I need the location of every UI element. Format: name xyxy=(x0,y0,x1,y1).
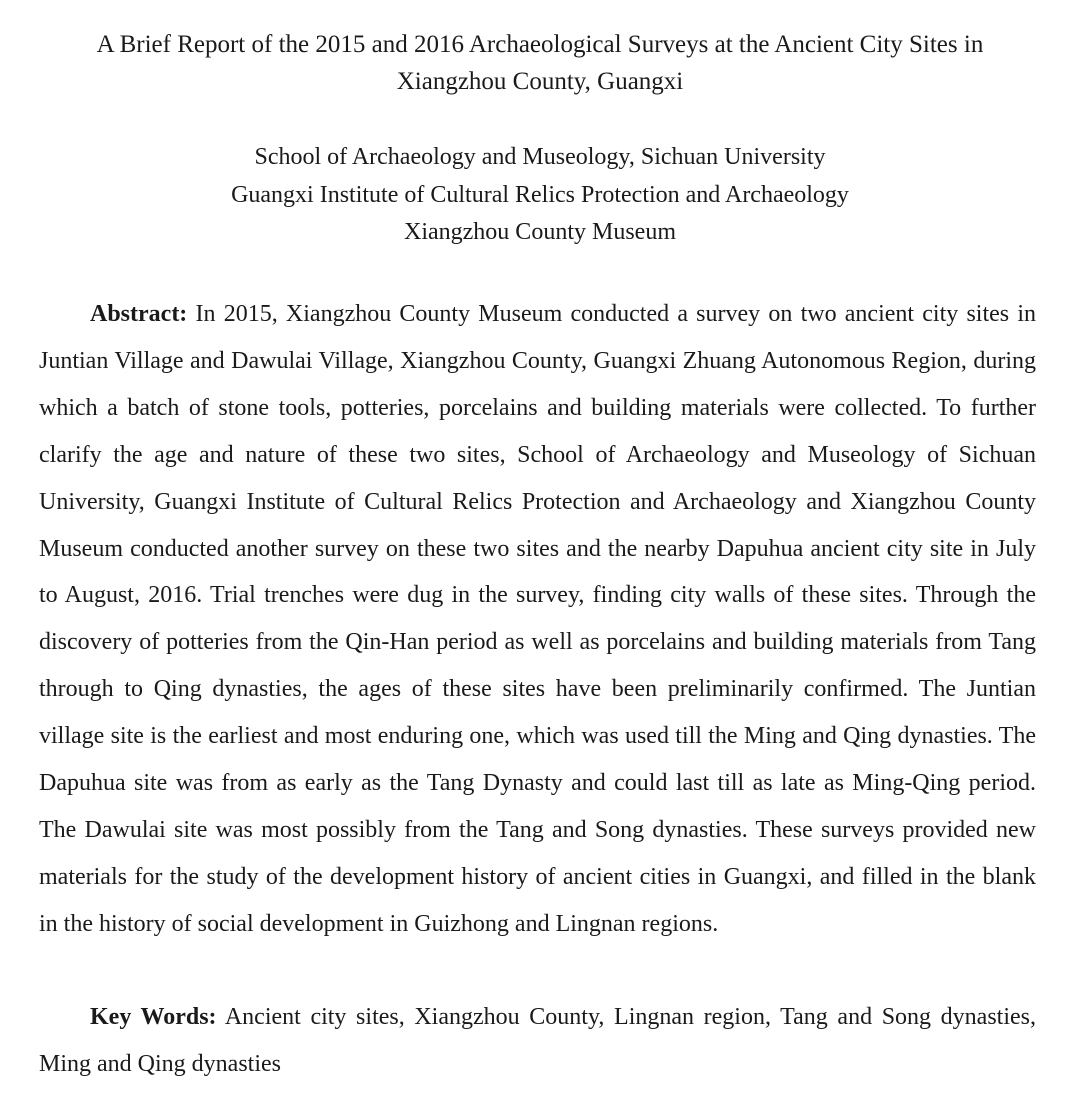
keywords-label: Key Words: xyxy=(90,1004,217,1030)
affiliation-line: Xiangzhou County Museum xyxy=(404,219,676,245)
affiliation-line: Guangxi Institute of Cultural Relics Protection and Archaeology xyxy=(231,181,849,208)
keywords-paragraph xyxy=(39,994,1036,1088)
abstract-paragraph xyxy=(39,291,1036,948)
keywords-text: Ancient city sites, Xiangzhou County, Lingnan region, Tang and Song dynasties, Ming and Qing dynasties xyxy=(39,1004,1036,1077)
author-affiliations xyxy=(40,139,1040,252)
abstract-label: Abstract: xyxy=(90,301,188,327)
affiliation-line: School of Archaeology and Museology, Sichuan University xyxy=(254,144,826,170)
paper-title: A Brief Report of the 2015 and 2016 Archaeological Surveys at the Ancient City Sites in Xiangzhou County, Guangxi xyxy=(96,31,984,95)
abstract-text: In 2015, Xiangzhou County Museum conducted a survey on two ancient city sites in Juntian Village and Dawulai Village, Xiangzhou County, Guangxi Zhuang Autonomous Region, during which a batch of stone tools, potteries, porcelains and building materials were collected. To further clarify the age and nature of these two sites, School of Archaeology and Museology of Sichuan University, Guangxi Institute of Cultural Relics Protection and Archaeology and Xiangzhou County Museum conducted another survey on these two sites and the nearby Dapuhua ancient city site in July to August, 2016. Trial trenches were dug in the survey, finding city walls of these sites. Through the discovery of potteries from the Qin-Han period as well as porcelains and building materials from Tang through to Qing dynasties, the ages of these sites have been preliminarily confirmed. The Juntian village site is the earliest and most enduring one, which was used till the Ming and Qing dynasties. The Dapuhua site was from as early as the Tang Dynasty and could last till as late as Ming-Qing period. The Dawulai site was most possibly from the Tang and Song dynasties. These surveys provided new materials for the study of the development history of ancient cities in Guangxi, and filled in the blank in the history of social development in Guizhong and Lingnan regions. xyxy=(39,301,1036,937)
